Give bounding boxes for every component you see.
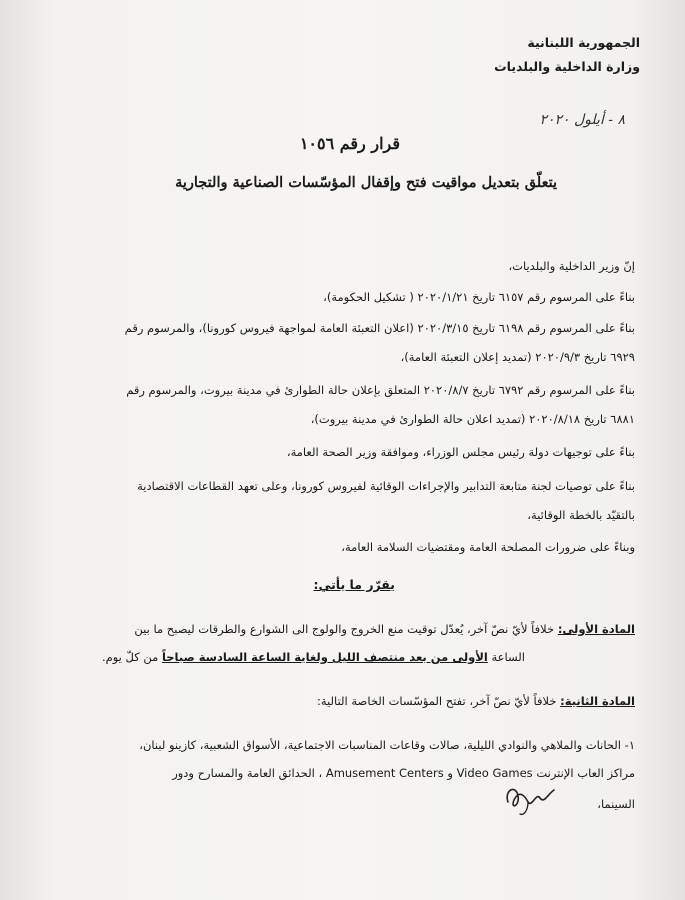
article-2 bbox=[317, 694, 635, 708]
article-1 bbox=[134, 622, 635, 636]
ministry-header: وزارة الداخلية والبلديات bbox=[494, 59, 640, 74]
handwritten-date: ٨ - أيلول ٢٠٢٠ bbox=[539, 112, 625, 128]
article-1-line2-start: الساعة bbox=[487, 650, 525, 664]
signature-mark bbox=[500, 780, 560, 818]
preamble-line: بناءً على توجيهات دولة رئيس مجلس الوزراء، وموافقة وزير الصحة العامة، bbox=[286, 445, 635, 459]
preamble-line: بالتقيّد بالخطة الوقائية، bbox=[527, 508, 635, 522]
article-1-text: خلافاً لأيّ نصّ آخر، يُعدّل توقيت منع الخروج والولوج الى الشوارع والطرقات ليصبح ما بين bbox=[134, 622, 558, 636]
preamble-line: بناءً على توصيات لجنة متابعة التدابير والإجراءات الوقائية لفيروس كورونا، وعلى تعهد القطاعات الاقتصادية bbox=[137, 479, 635, 493]
preamble-line: بناءً على المرسوم رقم ٦٧٩٢ تاريخ ٢٠٢٠/٨/٧ المتعلق بإعلان حالة الطوارئ في مدينة بيروت، والمرسوم رقم bbox=[126, 383, 635, 397]
article-1-emphasis: الأولى من بعد منتصف الليل ولغاية الساعة السادسة صباحاً bbox=[161, 650, 488, 664]
preamble-line: وبناءً على ضرورات المصلحة العامة ومقتضيات السلامة العامة، bbox=[341, 540, 635, 554]
preamble-line: ٦٩٢٩ تاريخ ٢٠٢٠/٩/٣ (تمديد إعلان التعبئة العامة)، bbox=[400, 350, 635, 364]
decision-subject: يتعلّق بتعديل مواقيت فتح وإقفال المؤسّسات الصناعية والتجارية bbox=[175, 174, 557, 191]
article-1-label: المادة الأولى: bbox=[557, 622, 635, 636]
preamble-minister: إنّ وزير الداخلية والبلديات، bbox=[508, 259, 635, 273]
decision-title: قرار رقم ١٠٥٦ bbox=[299, 134, 400, 153]
list-item: مراكز العاب الإنترنت Video Games و Amusement Centers ، الحدائق العامة والمسارح ودور bbox=[172, 766, 635, 780]
list-item: السينما، bbox=[597, 797, 635, 811]
republic-header: الجمهورية اللبنانية bbox=[527, 35, 640, 50]
list-item: ١- الحانات والملاهي والنوادي الليلية، صالات وقاعات المناسبات الاجتماعية، الأسواق الشعبية، كازينو لبنان، bbox=[139, 738, 635, 752]
article-1-line2-end: من كلّ يوم. bbox=[101, 650, 162, 664]
preamble-line: بناءً على المرسوم رقم ٦١٥٧ تاريخ ٢٠٢٠/١/٢١ ( تشكيل الحكومة)، bbox=[323, 290, 635, 304]
preamble-line: ٦٨٨١ تاريخ ٢٠٢٠/٨/١٨ (تمديد اعلان حالة الطوارئ في مدينة بيروت)، bbox=[310, 412, 635, 426]
article-1-line2 bbox=[102, 650, 525, 664]
decides-heading: يقرّر ما يأتي: bbox=[313, 577, 395, 592]
article-2-label: المادة الثانية: bbox=[560, 694, 635, 708]
article-2-text: خلافاً لأيّ نصّ آخر، تفتح المؤسّسات الخاصة التالية: bbox=[317, 694, 561, 708]
preamble-line: بناءً على المرسوم رقم ٦١٩٨ تاريخ ٢٠٢٠/٣/١٥ (اعلان التعبئة العامة لمواجهة فيروس كورونا)، والمرسوم رقم bbox=[124, 321, 635, 335]
